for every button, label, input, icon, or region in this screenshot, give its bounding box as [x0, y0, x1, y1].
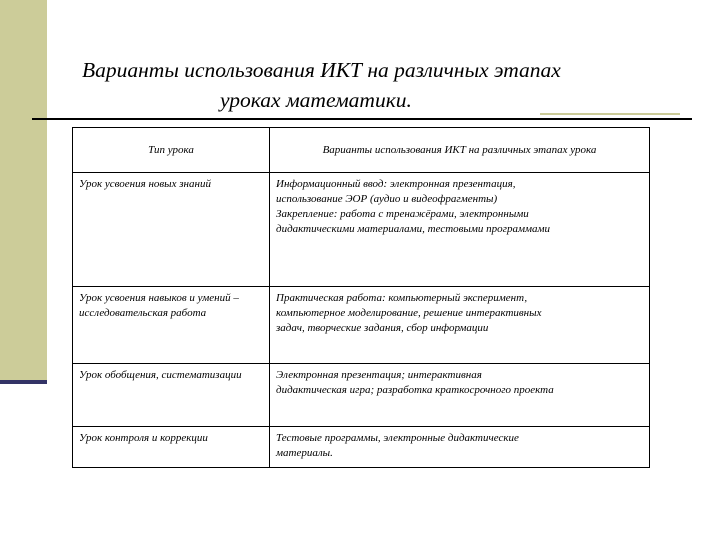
- lesson-type-cell: Урок усвоения новых знаний: [73, 173, 270, 287]
- ict-variants-cell: [270, 173, 650, 287]
- left-decor-stripe: [0, 380, 47, 384]
- title-accent-rule: [540, 113, 680, 115]
- ict-variants-cell: [270, 364, 650, 427]
- table-header-row: [73, 128, 650, 173]
- variant-line: дидактическая игра; разработка краткосрочного проекта: [276, 384, 554, 396]
- header-lesson-type: Тип урока: [73, 128, 270, 173]
- variant-line: Электронная презентация; интерактивная: [276, 369, 482, 381]
- variant-line: Тестовые программы, электронные дидактические: [276, 432, 519, 444]
- title-line-2: уроках математики.: [220, 88, 412, 112]
- lesson-type-cell: Урок усвоения навыков и умений – исследовательская работа: [73, 287, 270, 364]
- table-row: [73, 287, 650, 364]
- table-row: [73, 364, 650, 427]
- variant-line: использование ЭОР (аудио и видеофрагменты): [276, 193, 498, 205]
- variant-line: дидактическими материалами, тестовыми программами: [276, 223, 551, 235]
- left-decor-band: [0, 0, 47, 383]
- table-row: [73, 173, 650, 287]
- title-underline-rule: [32, 118, 692, 120]
- ict-variants-cell: [270, 427, 650, 468]
- variant-line: Практическая работа: компьютерный эксперимент,: [276, 292, 528, 304]
- variant-line: Информационный ввод: электронная презентация,: [276, 178, 516, 190]
- lesson-type-cell: Урок контроля и коррекции: [73, 427, 270, 468]
- lesson-type-cell: Урок обобщения, систематизации: [73, 364, 270, 427]
- variant-line: материалы.: [276, 447, 333, 459]
- ict-table: [72, 127, 650, 468]
- variant-line: задач, творческие задания, сбор информации: [276, 322, 489, 334]
- variant-line: компьютерное моделирование, решение интерактивных: [276, 307, 542, 319]
- title-line-1: Варианты использования ИКТ на различных этапах: [82, 58, 561, 82]
- table-row: [73, 427, 650, 468]
- header-ict-variants: Варианты использования ИКТ на различных этапах урока: [270, 128, 650, 173]
- slide-title: [60, 55, 700, 115]
- ict-variants-cell: [270, 287, 650, 364]
- variant-line: Закрепление: работа с тренажёрами, электронными: [276, 208, 529, 220]
